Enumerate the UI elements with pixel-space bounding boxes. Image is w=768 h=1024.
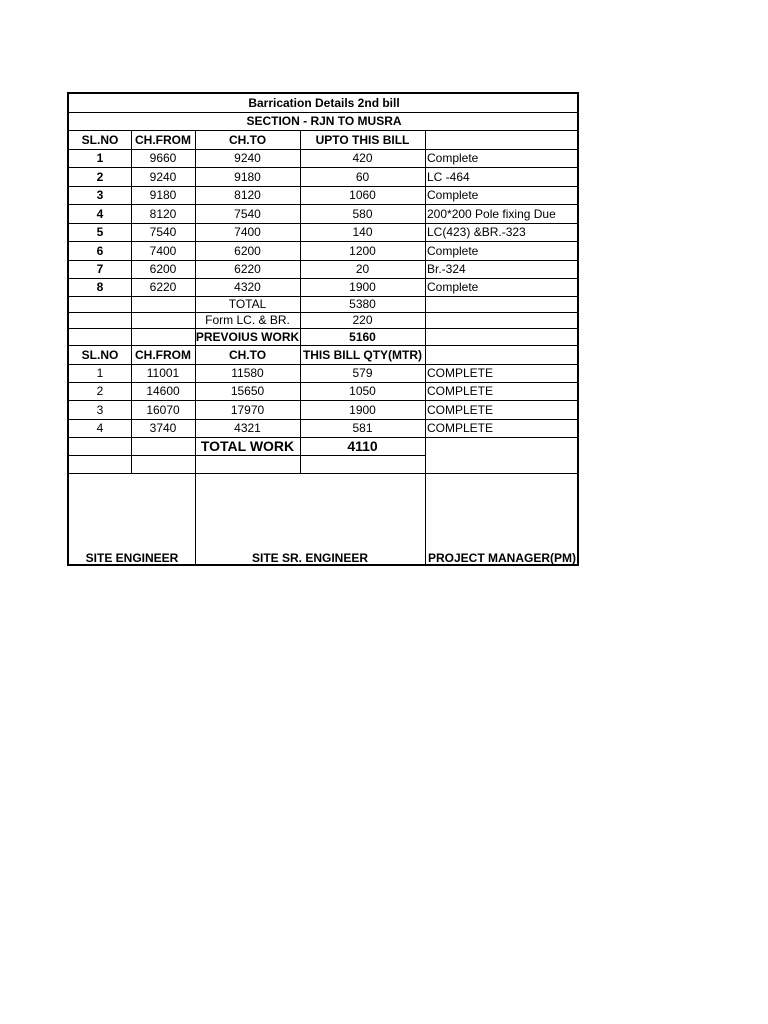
site-sr-engineer-signature: SITE SR. ENGINEER bbox=[251, 551, 369, 565]
table-row-4-qty: 580 bbox=[352, 206, 373, 221]
table-row-5-chto: 7400 bbox=[234, 225, 261, 239]
table-row-b1-slno: 1 bbox=[96, 366, 104, 380]
table-row-b1-qty: 579 bbox=[352, 366, 373, 380]
table-row-b3-qty: 1900 bbox=[349, 402, 376, 417]
t2-header-slno: SL.NO bbox=[81, 347, 119, 362]
table-row-b2-chto: 15650 bbox=[230, 384, 265, 398]
table-row-b3-chfrom: 16070 bbox=[146, 402, 180, 417]
table-row-b2-chfrom: 14600 bbox=[146, 384, 180, 398]
table-row-3-chto: 8120 bbox=[234, 188, 261, 202]
t1-header-chfrom: CH.FROM bbox=[135, 132, 191, 147]
table-row-6-chto: 6200 bbox=[234, 243, 261, 258]
previous-work-value: 5160 bbox=[349, 329, 376, 344]
t1-header-upto: UPTO THIS BILL bbox=[315, 132, 410, 147]
table-row-b4-qty: 581 bbox=[352, 421, 373, 435]
table-row-8-chfrom: 6220 bbox=[149, 280, 177, 294]
barrication-sheet bbox=[67, 92, 579, 566]
table-row-5-qty: 140 bbox=[352, 225, 373, 239]
table-row-5-remark: LC(423) &BR.-323 bbox=[427, 225, 526, 239]
table-row-7-qty: 20 bbox=[355, 262, 370, 276]
t1-header-slno: SL.NO bbox=[81, 132, 119, 147]
table-row-3-slno: 3 bbox=[96, 188, 104, 202]
table-row-2-chto: 9180 bbox=[234, 169, 261, 184]
table-row-b4-slno: 4 bbox=[96, 421, 104, 435]
table-row-5-slno: 5 bbox=[96, 225, 104, 239]
section-title: SECTION - RJN TO MUSRA bbox=[246, 114, 402, 128]
table-row-3-chfrom: 9180 bbox=[149, 188, 177, 202]
table-row-4-chto: 7540 bbox=[234, 206, 261, 221]
table-row-3-remark: Complete bbox=[427, 188, 479, 202]
table-row-b2-slno: 2 bbox=[96, 384, 104, 398]
table-row-2-chfrom: 9240 bbox=[149, 169, 177, 184]
table-row-7-chfrom: 6200 bbox=[149, 262, 177, 276]
table-row-8-slno: 8 bbox=[96, 280, 104, 294]
sheet-title: Barrication Details 2nd bill bbox=[248, 96, 400, 110]
table-row-6-chfrom: 7400 bbox=[149, 243, 177, 258]
table-row-7-chto: 6220 bbox=[234, 262, 261, 276]
table-row-b1-chto: 11580 bbox=[231, 366, 264, 380]
form-lc-br-label: Form LC. & BR. bbox=[205, 313, 290, 327]
form-lc-br-value: 220 bbox=[352, 313, 373, 327]
table-row-b3-slno: 3 bbox=[96, 402, 104, 417]
t2-header-chfrom: CH.FROM bbox=[135, 347, 191, 362]
table-row-b2-qty: 1050 bbox=[349, 384, 376, 398]
t1-total-value: 5380 bbox=[349, 297, 376, 311]
table-row-b1-chfrom: 11001 bbox=[146, 366, 180, 380]
table-row-6-remark: Complete bbox=[427, 243, 479, 258]
table-row-b4-chfrom: 3740 bbox=[149, 421, 177, 435]
table-row-b4-chto: 4321 bbox=[234, 421, 261, 435]
table-row-b3-remark: COMPLETE bbox=[427, 402, 494, 417]
site-engineer-signature: SITE ENGINEER bbox=[85, 551, 179, 565]
t1-total-label: TOTAL bbox=[228, 297, 267, 311]
table-row-b1-remark: COMPLETE bbox=[427, 366, 494, 380]
table-row-6-qty: 1200 bbox=[349, 243, 376, 258]
table-row-3-qty: 1060 bbox=[349, 188, 376, 202]
project-manager-signature: PROJECT MANAGER(PM) bbox=[427, 551, 576, 565]
table-row-1-slno: 1 bbox=[96, 151, 104, 165]
t2-header-chto: CH.TO bbox=[228, 347, 267, 362]
table-row-b2-remark: COMPLETE bbox=[427, 384, 494, 398]
table-row-1-chfrom: 9660 bbox=[149, 151, 177, 165]
table-row-b3-chto: 17970 bbox=[230, 402, 265, 417]
table-row-8-chto: 4320 bbox=[234, 280, 261, 294]
table-row-5-chfrom: 7540 bbox=[149, 225, 177, 239]
table-row-8-qty: 1900 bbox=[349, 280, 376, 294]
total-work-value: 4110 bbox=[347, 438, 378, 454]
table-row-1-remark: Complete bbox=[427, 151, 479, 165]
table-row-6-slno: 6 bbox=[96, 243, 104, 258]
table-row-1-chto: 9240 bbox=[234, 151, 261, 165]
table-row-2-slno: 2 bbox=[96, 169, 104, 184]
table-row-4-chfrom: 8120 bbox=[149, 206, 177, 221]
table-row-7-remark: Br.-324 bbox=[427, 262, 466, 276]
table-row-4-remark: 200*200 Pole fixing Due bbox=[427, 206, 556, 221]
t2-header-qty: THIS BILL QTY(MTR) bbox=[302, 347, 423, 362]
table-row-7-slno: 7 bbox=[96, 262, 104, 276]
previous-work-label: PREVOIUS WORK bbox=[195, 329, 300, 344]
table-row-2-remark: LC -464 bbox=[427, 169, 470, 184]
t1-header-chto: CH.TO bbox=[228, 132, 267, 147]
table-row-b4-remark: COMPLETE bbox=[427, 421, 494, 435]
table-row-2-qty: 60 bbox=[355, 169, 370, 184]
total-work-label: TOTAL WORK bbox=[200, 438, 295, 454]
table-row-4-slno: 4 bbox=[96, 206, 104, 221]
table-row-8-remark: Complete bbox=[427, 280, 479, 294]
table-row-1-qty: 420 bbox=[352, 151, 373, 165]
